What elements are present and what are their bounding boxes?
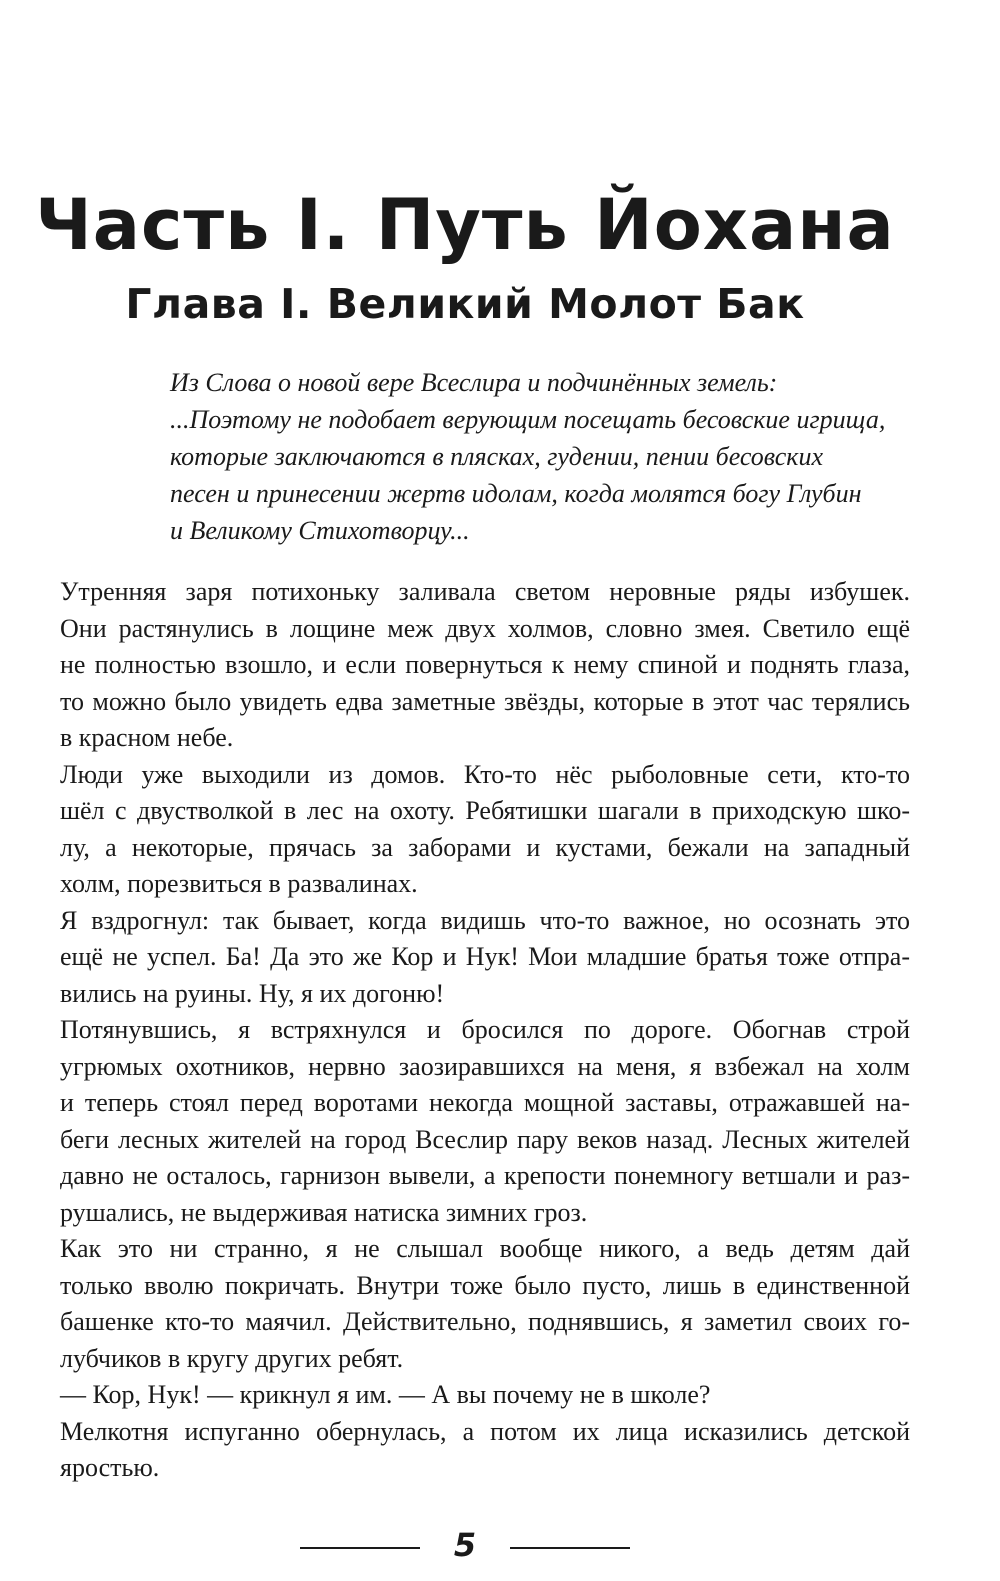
text-line: рушались, не выдерживая натиска зимних гроз. bbox=[60, 1197, 588, 1227]
part-title: Часть I. Путь Йохана bbox=[35, 184, 895, 266]
epigraph-line: песен и принесении жертв идолам, когда молятся богу Глубин bbox=[170, 479, 862, 508]
text-line: Я вздрогнул: так бывает, когда видишь что-то важное, но осознать это bbox=[60, 905, 910, 935]
paragraph bbox=[60, 1012, 910, 1231]
paragraph bbox=[60, 903, 910, 1013]
epigraph-line: и Великому Стихотворцу... bbox=[170, 516, 470, 545]
text-line: ещё не успел. Ба! Да это же Кор и Нук! Мои младшие братья тоже отпра- bbox=[60, 942, 910, 971]
footer-rule-right bbox=[510, 1547, 630, 1549]
text-line: давно не осталось, гарнизон вывели, а крепости понемногу ветшали и раз- bbox=[60, 1161, 910, 1190]
text-line: Мелкотня испуганно обернулась, а потом их лица исказились детской bbox=[60, 1416, 910, 1446]
page-footer bbox=[290, 1525, 630, 1565]
text-line: не полностью взошло, и если повернуться к нему спиной и поднять глаза, bbox=[60, 650, 910, 679]
text-line: яростью. bbox=[60, 1453, 160, 1482]
paragraph bbox=[60, 1414, 910, 1487]
page-number: 5 bbox=[453, 1526, 477, 1564]
paragraph bbox=[60, 757, 910, 903]
text-line: башенке кто-то маячил. Действительно, поднявшись, я заметил своих го- bbox=[60, 1307, 910, 1336]
text-line: вились на руины. Ну, я их догоню! bbox=[60, 978, 445, 1008]
epigraph-line: которые заключаются в плясках, гудении, пении бесовских bbox=[170, 442, 823, 471]
text-line: Как это ни странно, я не слышал вообще никого, а ведь детям дай bbox=[60, 1234, 910, 1263]
text-line: шёл с двустволкой в лес на охоту. Ребятишки шагали в приходскую шко- bbox=[60, 796, 910, 825]
text-line: и теперь стоял перед воротами некогда мощной заставы, отражавшей на- bbox=[60, 1088, 910, 1117]
text-line: то можно было увидеть едва заметные звёзды, которые в этот час терялись bbox=[60, 686, 910, 716]
text-line: в красном небе. bbox=[60, 723, 234, 752]
text-line: Люди уже выходили из домов. Кто-то нёс рыболовные сети, кто-то bbox=[60, 759, 910, 789]
chapter-title: Глава I. Великий Молот Бак bbox=[125, 280, 805, 328]
paragraph bbox=[60, 1377, 910, 1414]
footer-rule-left bbox=[300, 1547, 420, 1549]
paragraph bbox=[60, 1231, 910, 1377]
epigraph-line: Из Слова о новой вере Всеслира и подчинённых земель: bbox=[170, 368, 778, 397]
text-line: Они растянулись в лощине меж двух холмов, словно змея. Светило ещё bbox=[60, 613, 910, 643]
text-line: холм, порезвиться в развалинах. bbox=[60, 869, 418, 898]
text-line: угрюмых охотников, нервно заозиравшихся на меня, я взбежал на холм bbox=[60, 1051, 910, 1081]
text-line: лу, а некоторые, прячась за заборами и кустами, бежали на западный bbox=[60, 832, 910, 862]
text-line: беги лесных жителей на город Всеслир пару веков назад. Лесных жителей bbox=[60, 1124, 910, 1154]
text-line: — Кор, Нук! — крикнул я им. — А вы почему не в школе? bbox=[60, 1380, 711, 1409]
epigraph-line: ...Поэтому не подобает верующим посещать бесовские игрища, bbox=[170, 405, 886, 434]
paragraph bbox=[60, 574, 910, 757]
epigraph bbox=[170, 364, 930, 549]
text-line: только вволю покричать. Внутри тоже было пусто, лишь в единственной bbox=[60, 1270, 910, 1300]
text-line: Потянувшись, я встряхнулся и бросился по дороге. Обогнав строй bbox=[60, 1015, 910, 1044]
text-line: лубчиков в кругу других ребят. bbox=[60, 1343, 404, 1373]
text-line: Утренняя заря потихоньку заливала светом неровные ряды избушек. bbox=[60, 577, 910, 606]
body-text bbox=[60, 574, 910, 1487]
